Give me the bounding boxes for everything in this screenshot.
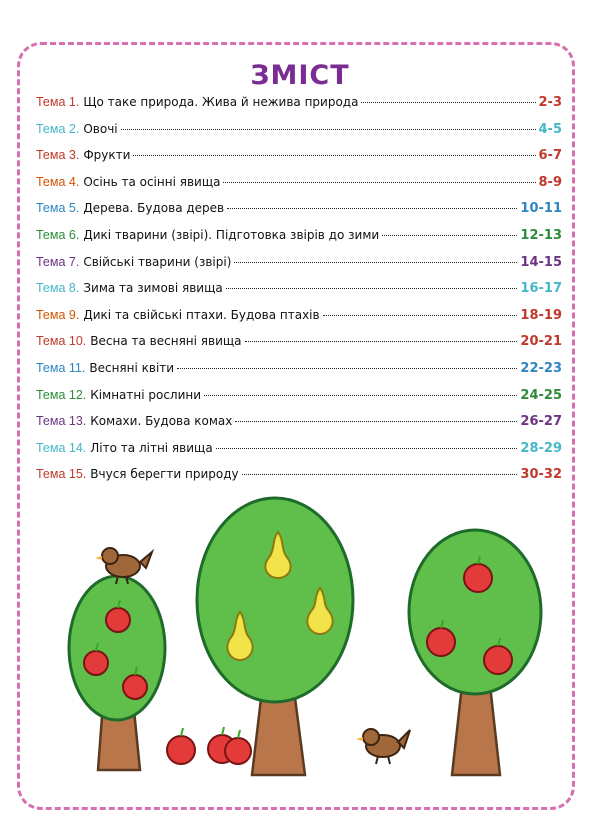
- topic-number: Тема 11.: [36, 360, 86, 375]
- topic-number: Тема 12.: [36, 387, 87, 402]
- topic-title: Овочі: [83, 121, 118, 136]
- topic-number: Тема 14.: [36, 440, 87, 455]
- topic-number: Тема 6.: [36, 227, 80, 242]
- page-range: 2-3: [538, 95, 562, 110]
- topic-title: Комахи. Будова комах: [90, 414, 233, 429]
- page-range: 14-15: [520, 254, 562, 270]
- page-range: 4-5: [538, 121, 562, 137]
- apple-icon: [167, 728, 195, 764]
- pear-tree: [197, 498, 353, 775]
- small-tree: [69, 576, 165, 770]
- page-range: 22-23: [520, 360, 562, 376]
- topic-title: Осінь та осінні явища: [83, 174, 221, 189]
- topic-title: Дерева. Будова дерев: [83, 201, 225, 216]
- topic-title: Фрукти: [83, 148, 131, 163]
- page-range: 24-25: [520, 387, 562, 403]
- page-range: 26-27: [520, 414, 562, 430]
- topic-title: Зима та зимові явища: [83, 281, 223, 296]
- topic-title: Вчуся берегти природу: [90, 467, 239, 482]
- topic-title: Дикі тварини (звірі). Підготовка звірів до зими: [83, 227, 380, 242]
- topic-number: Тема 9.: [36, 307, 80, 322]
- page-range: 12-13: [520, 227, 562, 243]
- page-range: 20-21: [520, 334, 562, 350]
- topic-number: Тема 2.: [36, 121, 80, 136]
- page-range: 28-29: [520, 440, 562, 456]
- topic-number: Тема 7.: [36, 254, 80, 269]
- topic-number: Тема 13.: [36, 414, 87, 429]
- topic-title: Літо та літні явища: [90, 440, 213, 455]
- page-range: 30-32: [520, 467, 562, 483]
- page-range: 16-17: [520, 281, 562, 297]
- topic-title: Що таке природа. Жива й нежива природа: [83, 95, 359, 109]
- apple-icon: [225, 730, 251, 764]
- topic-number: Тема 10.: [36, 334, 87, 349]
- page-range: 6-7: [538, 148, 562, 164]
- topic-title: Свійські тварини (звірі): [83, 254, 232, 269]
- topic-title: Кімнатні рослини: [90, 387, 202, 402]
- topic-number: Тема 4.: [36, 174, 80, 189]
- topic-number: Тема 8.: [36, 281, 80, 296]
- topic-number: Тема 15.: [36, 467, 87, 482]
- topic-title: Дикі та свійські птахи. Будова птахів: [83, 307, 320, 322]
- topic-number: Тема 1.: [36, 95, 80, 109]
- topic-title: Весна та весняні явища: [90, 334, 242, 349]
- page-range: 8-9: [538, 174, 562, 190]
- topic-number: Тема 3.: [36, 148, 80, 163]
- page-range: 10-11: [520, 201, 562, 217]
- page-title: ЗМІСТ: [250, 60, 350, 91]
- page-range: 18-19: [520, 307, 562, 323]
- topic-number: Тема 5.: [36, 201, 80, 216]
- bird-icon: [356, 729, 410, 764]
- topic-title: Весняні квіти: [89, 360, 175, 375]
- apple-tree: [409, 530, 541, 775]
